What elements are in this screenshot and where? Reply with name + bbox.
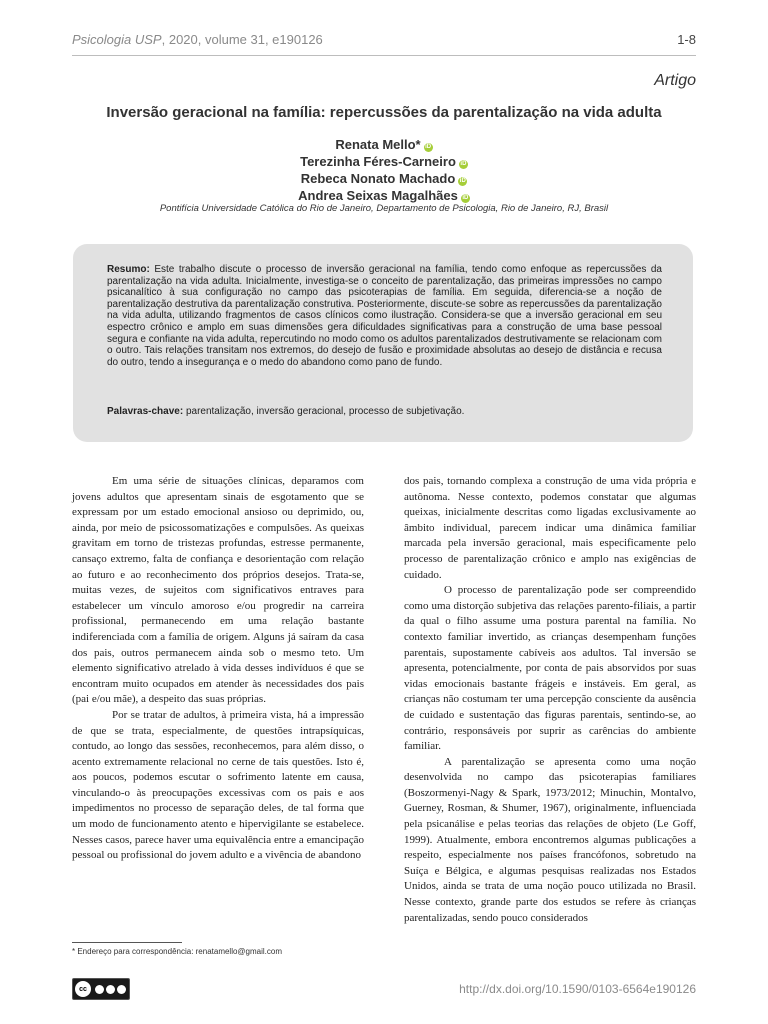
cc-icon: cc xyxy=(75,981,91,997)
footnote-divider xyxy=(72,942,182,943)
abstract-label: Resumo: xyxy=(107,264,150,275)
paragraph: O processo de parentalização pode ser compreendido como uma distorção subjetiva das relações parento-filiais, a partir da qual o filho assume uma postura parental na família. No contexto familiar invertido, as crianças desempenham funções parentais, supostamente cabíveis aos adultos. Tal inversão se apresenta, potencialmente, por conta de pais absorvidos por suas vidas emocionais bastante frágeis e instáveis. Em geral, as crianças não costumam ter uma percepção consciente da ausência de cuidado e sustentação das figuras parentais, sentindo-se, ao contrário, responsáveis por suprir as carências do ambiente familiar. xyxy=(404,584,696,753)
nc-icon xyxy=(106,985,115,994)
license-icons xyxy=(95,985,126,994)
cc-license-badge[interactable] xyxy=(72,978,130,1000)
paragraph: Em uma série de situações clínicas, deparamos com jovens adultos que apresentam sinais de esgotamento que se expressam por um estado emocional ansioso ou deprimido, ou, ainda, por meio de psicossomatizações e compulsões. As queixas gravitam em torno de tristezas profundas, estresse permanente, cansaço extremo, falta de confiança e desorientação com relação ao futuro e ao reconhecimento dos próprios desejos. Trata-se, muitas vezes, de sujeitos com significativos entraves para estabelecer um vínculo amoroso e/ou progredir na carreira profissional, permanecendo em uma relação bastante indiferenciada com a família de origem. Alguns já saíram da casa dos pais, outros permanecem ainda sob o mesmo teto. Um elemento significativo atrelado à vida desses indivíduos é que se encontram muito ocupados em atender às necessidades dos pais (pai e/ou mãe), a despeito das suas próprias. xyxy=(72,475,364,706)
author-list xyxy=(72,136,696,204)
author-name: Rebeca Nonato Machado xyxy=(300,171,456,186)
journal-citation xyxy=(72,32,323,47)
keywords xyxy=(107,406,662,417)
abstract-text: Este trabalho discute o processo de inversão geracional na família, tendo como enfoque as repercussões da parentalização na vida adulta. Inicialmente, investiga-se o conceito de parentalização, das primeiras impressões no campo psicanalítico à sua configuração no campo das psicoterapias de família. Em seguida, diferencia-se a noção de parentalização destrutiva da parentalização construtiva. Posteriormente, discute-se sobre as repercussões da parentalização na vida adulta, utilizando fragmentos de casos clínicos como ilustração. Considera-se que a inversão geracional em seu espectro crônico e amplo em suas dimensões gera dificuldades significativas para a construção de uma base pessoal segura e confiante na vida adulta, repercutindo no modo como os adultos parentalizados destrutivamente se relacionam com o outro. Tais relações transitam nos extremos, do desejo de fusão e proximidade absolutas ao desejo de distância e recusa do outro, tendo a insegurança e o medo do abandono como pano de fundo. xyxy=(107,264,662,368)
body-column-right xyxy=(404,474,696,926)
keywords-label: Palavras-chave: xyxy=(107,406,184,417)
author-name: Andrea Seixas Magalhães xyxy=(298,188,458,203)
nd-icon xyxy=(117,985,126,994)
body-column-left xyxy=(72,474,364,864)
keywords-text: parentalização, inversão geracional, processo de subjetivação. xyxy=(183,406,465,417)
author-2 xyxy=(72,153,696,170)
article-type: Artigo xyxy=(654,72,696,89)
paragraph-continued: dos pais, tornando complexa a construção de uma vida própria e autônoma. Nesse contexto, podemos constatar que algumas queixas, inicialmente descritas como ligadas exclusivamente ao âmbito individual, parecem indicar uma dinâmica familiar marcada pela inversão geracional, mais especificamente pelo processo de parentalização crônico e amplo nas exigências de cuidado. xyxy=(404,475,696,581)
author-name: Renata Mello* xyxy=(335,137,421,152)
abstract xyxy=(107,264,662,368)
author-1 xyxy=(72,136,696,153)
paragraph: Por se tratar de adultos, à primeira vista, há a impressão de que se trata, especialmente, de questões intrapsíquicas, contudo, ao longo das sessões, reconhecemos, para além disso, o acento extremamente relacional no cerne de tais questões. Isto é, aos poucos, podemos escutar o sofrimento latente em causa, vinculando-o às preocupações excessivas com os pais e aos impedimentos no processo de separação deles, de tal forma que um modo de funcionamento atento e hipervigilante se estabelece. Nesses casos, parece haver uma equivalência entre a emancipação pessoal ou profissional do jovem adulto e a vivência de abandono xyxy=(72,708,364,862)
footnote: * Endereço para correspondência: renatamello@gmail.com xyxy=(72,947,283,956)
page-range: 1-8 xyxy=(677,32,696,47)
affiliation: Pontifícia Universidade Católica do Rio de Janeiro, Departamento de Psicologia, Rio de Janeiro, RJ, Brasil xyxy=(159,203,609,214)
paragraph: A parentalização se apresenta como uma noção desenvolvida no campo das psicoterapias familiares (Boszormenyi-Nagy & Spark, 1973/2012; Minuchin, Montalvo, Guerney, Rosman, & Shumer, 1967), originalmente, influenciada pela psicanálise e pelas teorias das relações de objeto (Le Goff, 1999). Atualmente, embora encontremos algumas publicações a respeito, especialmente nos países francófonos, sobretudo na Suíça e Bélgica, e algumas pesquisas realizadas nos Estados Unidos, ainda se trata de uma noção pouco utilizada no Brasil. Nesse contexto, grande parte dos estudos se refere às crianças parentalizadas, sendo pouco considerados xyxy=(404,755,696,924)
running-header xyxy=(72,32,696,54)
article-title: Inversão geracional na família: repercussões da parentalização na vida adulta xyxy=(106,104,662,121)
journal-name: Psicologia USP xyxy=(72,32,162,47)
orcid-icon[interactable]: iD xyxy=(460,161,467,167)
doi-link[interactable]: http://dx.doi.org/10.1590/0103-6564e190126 xyxy=(459,982,696,996)
abstract-box xyxy=(73,244,693,442)
orcid-icon[interactable]: iD xyxy=(462,195,469,201)
orcid-icon[interactable]: iD xyxy=(459,178,466,184)
by-icon xyxy=(95,985,104,994)
header-divider xyxy=(72,55,696,56)
journal-info: , 2020, volume 31, e190126 xyxy=(161,32,323,47)
author-3 xyxy=(72,170,696,187)
orcid-icon[interactable]: iD xyxy=(425,144,432,150)
author-4 xyxy=(72,187,696,204)
author-name: Terezinha Féres-Carneiro xyxy=(300,154,456,169)
